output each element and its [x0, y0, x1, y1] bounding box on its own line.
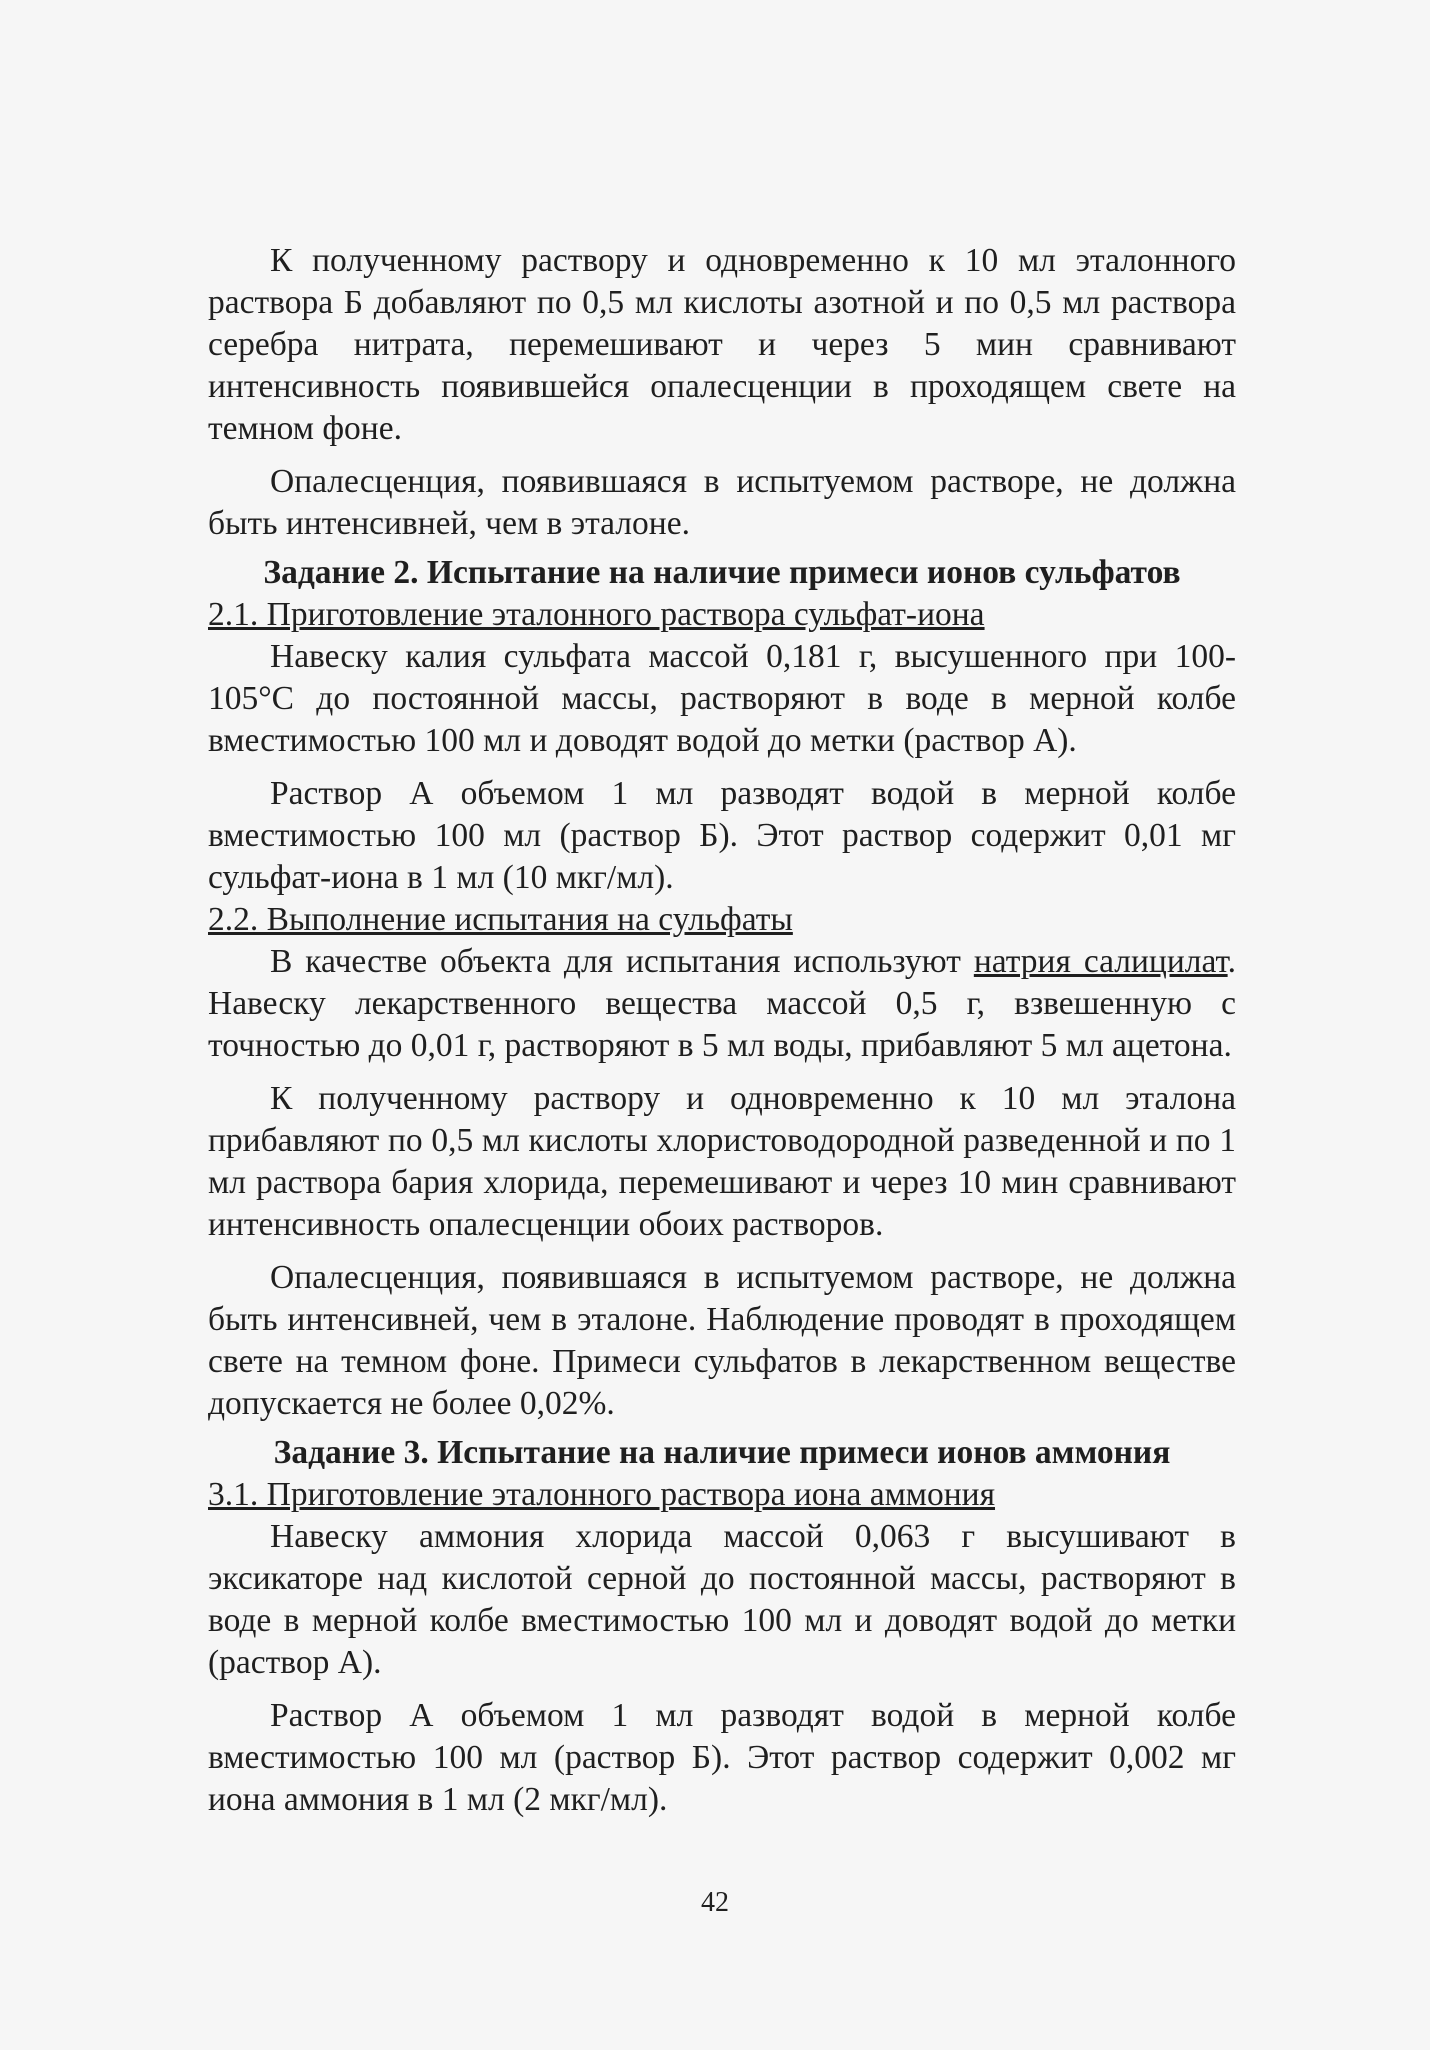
- paragraph-1: К полученному раствору и одновременно к 10 мл эталонного раствора Б добавляют по 0,5 мл кислоты азотной и по 0,5 мл раствора серебра нитрата, перемешивают и через 5 мин сравнивают интенсивность появившейся опалесценции в проходящем свете на темном фоне.: [208, 242, 1236, 447]
- task2-heading: Задание 2. Испытание на наличие примеси ионов сульфатов: [263, 554, 1181, 591]
- page-number: 42: [701, 1887, 729, 1918]
- paragraph-2: Опалесценция, появившаяся в испытуемом растворе, не должна быть интенсивней, чем в эталоне.: [208, 463, 1236, 542]
- section-2-1-heading: 2.1. Приготовление эталонного раствора сульфат-иона: [208, 596, 985, 633]
- paragraph-3: Навеску калия сульфата массой 0,181 г, высушенного при 100-105°С до постоянной массы, растворяют в воде в мерной колбе вместимостью 100 мл и доводят водой до метки (раствор А).: [208, 638, 1236, 759]
- section-2-2-heading: 2.2. Выполнение испытания на сульфаты: [208, 901, 793, 938]
- paragraph-5-start: В качестве объекта для испытания используют: [270, 943, 974, 980]
- paragraph-8: Навеску аммония хлорида массой 0,063 г высушивают в эксикаторе над кислотой серной до постоянной массы, растворяют в воде в мерной колбе вместимостью 100 мл и доводят водой до метки (раствор А).: [208, 1518, 1236, 1681]
- paragraph-5: [208, 941, 1236, 1067]
- page-content: [208, 240, 1236, 1821]
- paragraph-6: К полученному раствору и одновременно к 10 мл эталона прибавляют по 0,5 мл кислоты хлористоводородной разведенной и по 1 мл раствора бария хлорида, перемешивают и через 10 мин сравнивают интенсивность опалесценции обоих растворов.: [208, 1080, 1236, 1243]
- task3-heading: Задание 3. Испытание на наличие примеси ионов аммония: [273, 1434, 1171, 1471]
- paragraph-4: Раствор А объемом 1 мл разводят водой в мерной колбе вместимостью 100 мл (раствор Б). Этот раствор содержит 0,01 мг сульфат-иона в 1 мл (10 мкг/мл).: [208, 775, 1236, 896]
- section-3-1-heading: 3.1. Приготовление эталонного раствора иона аммония: [208, 1476, 996, 1513]
- paragraph-7: Опалесценция, появившаяся в испытуемом растворе, не должна быть интенсивней, чем в эталоне. Наблюдение проводят в проходящем свете на темном фоне. Примеси сульфатов в лекарственном веществе допускается не более 0,02%.: [208, 1259, 1236, 1422]
- substance-name: натрия салицилат: [973, 943, 1228, 980]
- paragraph-9: Раствор А объемом 1 мл разводят водой в мерной колбе вместимостью 100 мл (раствор Б). Этот раствор содержит 0,002 мг иона аммония в 1 мл (2 мкг/мл).: [208, 1697, 1236, 1818]
- paragraph-5-end: . Навеску лекарственного вещества массой 0,5 г, взвешенную с точностью до 0,01 г, растворяют в 5 мл воды, прибавляют 5 мл ацетона.: [208, 943, 1236, 1064]
